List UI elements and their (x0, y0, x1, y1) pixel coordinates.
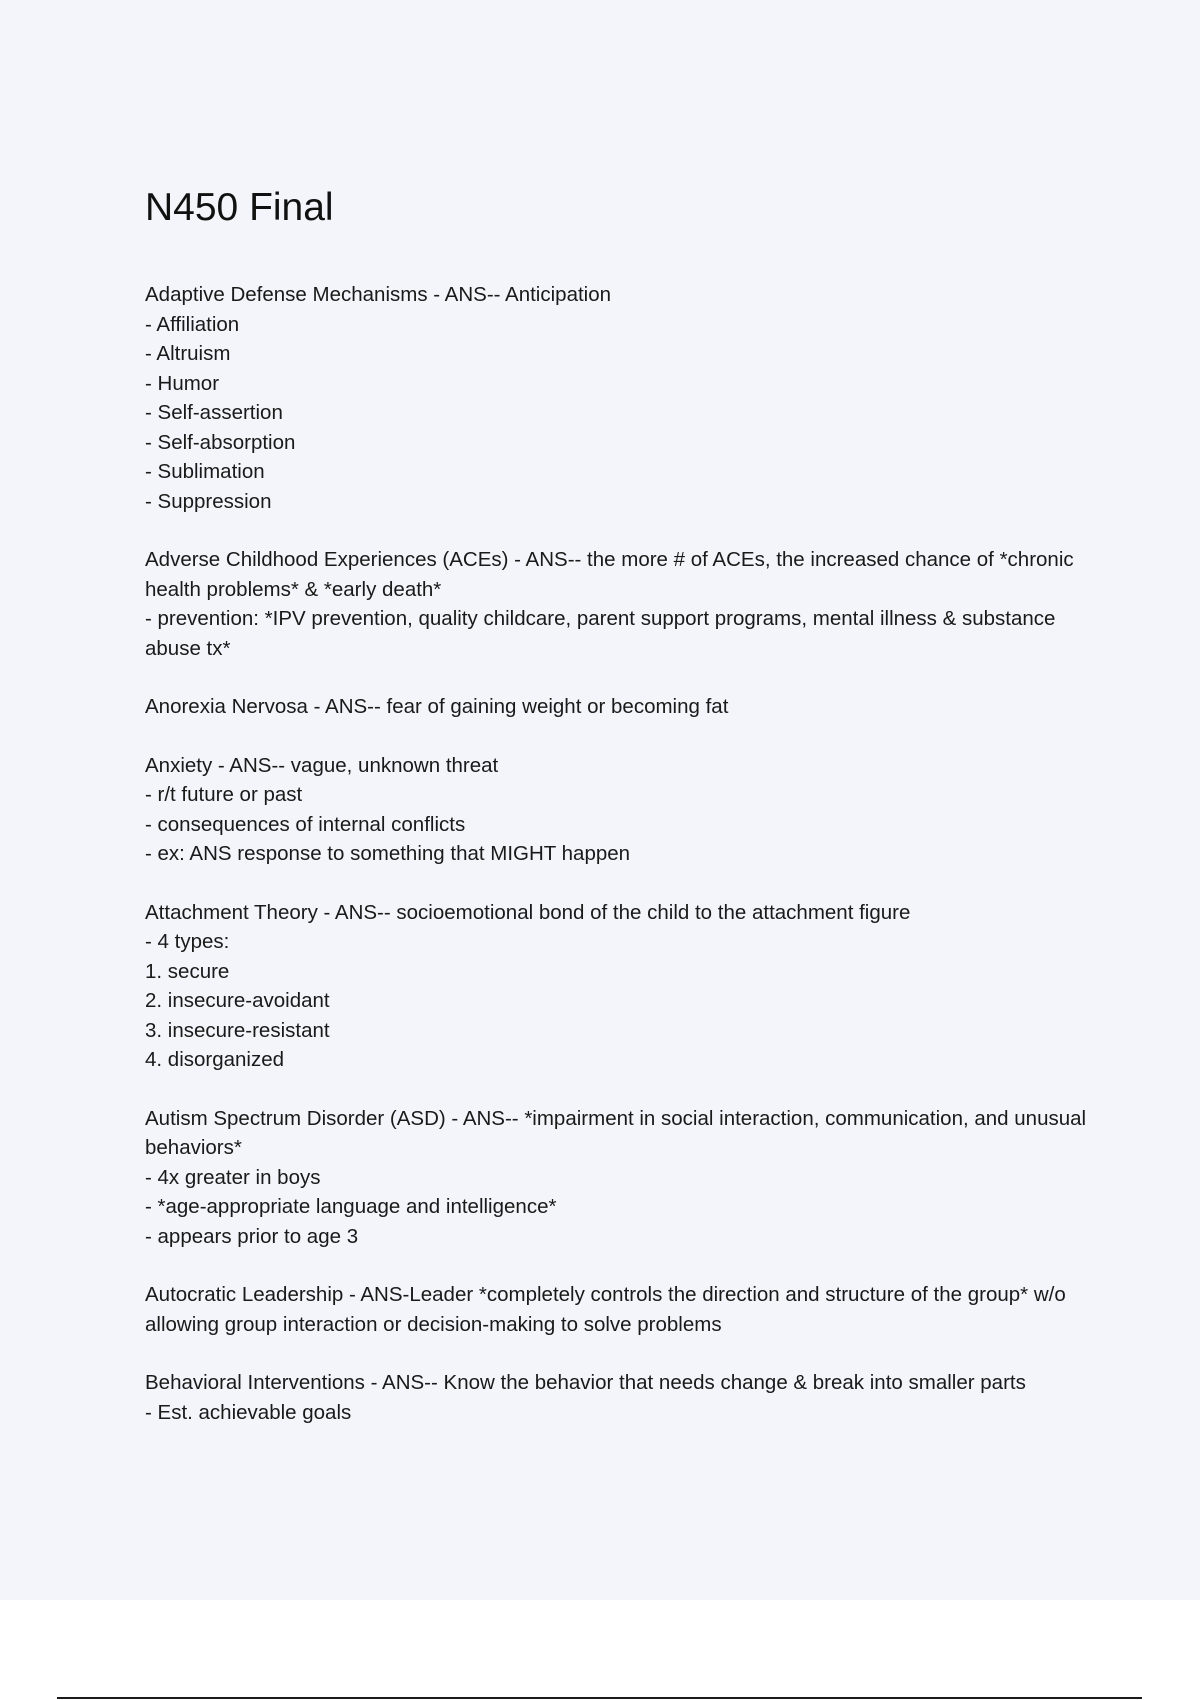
entry-line: - prevention: *IPV prevention, quality childcare, parent support programs, mental illness & substance abuse tx* (145, 607, 1056, 660)
entry-line: - Est. achievable goals (145, 1400, 352, 1424)
entry-line: Autism Spectrum Disorder (ASD) - ANS-- *impairment in social interaction, communication, and unusual behaviors* (145, 1106, 1087, 1159)
entry-line: - Humor (145, 371, 220, 395)
entry-adaptive-defense-mechanisms (145, 280, 1105, 516)
entry-attachment-theory (145, 898, 1105, 1075)
document-content (145, 185, 1105, 1456)
entry-adverse-childhood-experiences (145, 545, 1105, 663)
entry-behavioral-interventions (145, 1368, 1105, 1427)
entry-line: Anxiety - ANS-- vague, unknown threat (145, 753, 499, 777)
entry-line: - consequences of internal conflicts (145, 812, 466, 836)
entry-autism-spectrum-disorder (145, 1104, 1105, 1252)
document-title: N450 Final (145, 186, 334, 229)
entry-line: 3. insecure-resistant (145, 1018, 330, 1042)
entry-anorexia-nervosa (145, 692, 1105, 722)
entry-line: Adaptive Defense Mechanisms - ANS-- Anticipation (145, 283, 612, 306)
entry-line: - Self-absorption (145, 430, 296, 454)
entry-line: - *age-appropriate language and intelligence* (145, 1195, 557, 1218)
entry-anxiety (145, 751, 1105, 869)
entry-line: - Sublimation (145, 460, 265, 483)
entry-line: - 4x greater in boys (145, 1165, 321, 1189)
entry-line: Anorexia Nervosa - ANS-- fear of gaining weight or becoming fat (145, 695, 729, 718)
entry-line: - r/t future or past (145, 783, 303, 806)
entry-line: 2. insecure-avoidant (145, 989, 330, 1012)
entry-line: - Affiliation (145, 312, 240, 336)
entry-line: - ex: ANS response to something that MIGHT happen (145, 842, 631, 865)
page-divider-line (57, 1697, 1142, 1699)
entry-autocratic-leadership (145, 1280, 1105, 1339)
entry-line: Autocratic Leadership - ANS-Leader *completely controls the direction and structure of the group* w/o allowing group interaction or decision-making to solve problems (145, 1283, 1066, 1336)
entry-line: - Self-assertion (145, 401, 283, 424)
entry-line: - Suppression (145, 489, 272, 513)
entry-line: 4. disorganized (145, 1048, 285, 1071)
entry-line: Attachment Theory - ANS-- socioemotional bond of the child to the attachment figure (145, 900, 911, 924)
entry-line: - Altruism (145, 342, 231, 365)
entry-line: - 4 types: (145, 930, 230, 953)
entry-line: Behavioral Interventions - ANS-- Know the behavior that needs change & break into smaller parts (145, 1371, 1026, 1394)
entry-line: Adverse Childhood Experiences (ACEs) - ANS-- the more # of ACEs, the increased chance of *chronic health problems* & *early death* (145, 548, 1074, 601)
entry-line: - appears prior to age 3 (145, 1224, 359, 1248)
entry-line: 1. secure (145, 959, 230, 983)
